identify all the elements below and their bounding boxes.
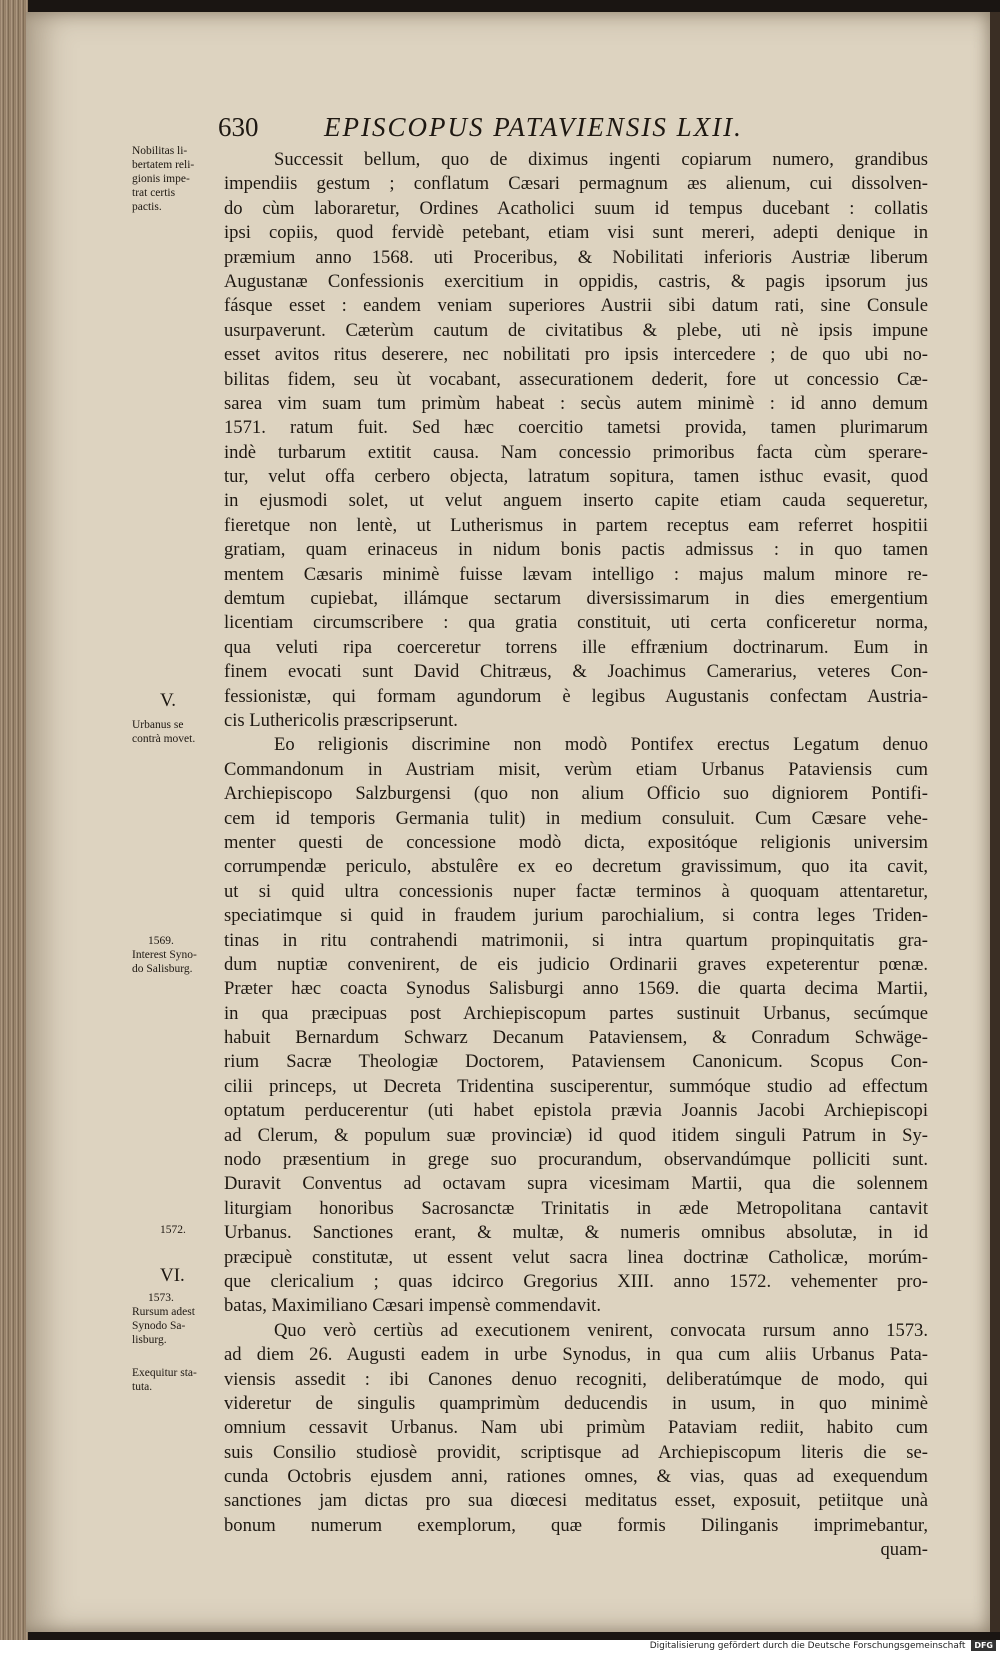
text-line: liturgiam honoribus Sacrosanctæ Trinitatis in æde Metropolitana cantavit — [224, 1197, 928, 1219]
text-line: Archiepiscopo Salzburgensi (quo non alium Officio suo digniorem Pontifi- — [224, 783, 928, 805]
text-line: Quo verò certiùs ad executionem venirent, convocata rursum anno 1573. — [274, 1319, 928, 1341]
digitization-credit — [650, 1640, 996, 1653]
text-line: cilii princeps, ut Decreta Tridentina susciperentur, summóque studio ad effectum — [224, 1075, 928, 1097]
text-line: in qua præcipuas post Archiepiscopum partes sustinuit Urbanus, secúmque — [224, 1002, 928, 1024]
text-line: Commandonum in Austriam misit, verùm etiam Urbanus Pataviensis cum — [224, 758, 928, 780]
margin-note-line: pactis. — [132, 201, 162, 213]
text-line: ipsi copiis, quod fervidè petebant, etiam visi sunt mereri, adepti denique in — [224, 222, 928, 244]
margin-note-year: 1572. — [160, 1224, 186, 1236]
margin-note-line: Nobilitas li- — [132, 145, 188, 157]
text-line: suis Consilio studiosè providit, scriptisque ad Archiepiscopum literis die se- — [224, 1441, 928, 1463]
text-line: Urbanus. Sanctiones erant, & multæ, & numeris omnibus absolutæ, in id — [224, 1222, 928, 1244]
text-line: esset avitos ritus deserere, nec nobilitati pro ipsis intercedere ; de quo ubi no- — [224, 344, 928, 366]
dfg-logo: DFG — [971, 1640, 996, 1651]
page-number: 630 — [218, 112, 259, 142]
text-line: tur, velut offa cerbero objecta, latratum sopitura, tamen isthuc evasit, quod — [224, 466, 928, 488]
text-line: qua veluti ripa coerceretur torrens ille effrænium doctrinarum. Eum in — [224, 636, 928, 658]
text-line: 1571. ratum fuit. Sed hæc coercitio tametsi provida, tamen plurimarum — [224, 417, 928, 439]
text-line: gratiam, quam erinaceus in nidum bonis pactis admissus : in quo tamen — [224, 539, 928, 561]
book-right-edge — [990, 12, 1000, 1632]
margin-note-year: 1573. — [148, 1292, 174, 1304]
text-line: dum nuptiæ convenirent, de eis judicio Ordinarii graves expeterentur pœnæ. — [224, 953, 928, 975]
margin-note-line: bertatem reli- — [132, 159, 195, 171]
text-line: ad diem 26. Augusti eadem in urbe Synodus, in qua cum aliis Urbanus Pata- — [224, 1344, 928, 1366]
text-line: sarea vim suam tum primùm habeat : secùs autem minimè : id anno demum — [224, 392, 928, 414]
text-line: videretur de singulis quamprimùm deducendis in usum, in quo minimè — [224, 1392, 928, 1414]
margin-note-line: gionis impe- — [132, 173, 190, 185]
text-line: usurpaverunt. Cæterùm cautum de civitatibus & plebe, uti nè ipsis impune — [224, 319, 928, 341]
text-line: corrumpendæ periculo, abstulêre ex eo decretum gravissimum, quo ita cavit, — [224, 856, 928, 878]
margin-note-line: Synodo Sa- — [132, 1320, 186, 1332]
margin-note-line: Rursum adest — [132, 1306, 195, 1318]
text-line: finem evocati sunt David Chitræus, & Joachimus Camerarius, veteres Con- — [224, 661, 928, 683]
text-line: ut si quid ultra concessionis nuper factæ terminos à quoquam attentaretur, — [224, 880, 928, 902]
text-line: impendiis gestum ; conflatum Cæsari permagnum æs alienum, cui dissolven- — [224, 173, 928, 195]
text-line: optatum perducerentur (uti habet epistola prævia Joannis Jacobi Archiepiscopi — [224, 1100, 928, 1122]
text-line: Præter hæc coacta Synodus Salisburgi anno 1569. die quarta decima Martii, — [224, 978, 928, 1000]
section-number-text: V. — [160, 690, 177, 711]
footer-bar — [0, 1640, 1000, 1653]
text-line: omnium cessavit Urbanus. Nam ubi primùm Pataviam rediit, habito cum — [224, 1417, 928, 1439]
margin-note — [132, 1366, 224, 1394]
text-line: do cùm laboraretur, Ordines Acatholici suum id tempus ducebant : collatis — [224, 197, 928, 219]
margin-note-line: tuta. — [132, 1381, 153, 1393]
text-line: in ejusmodi solet, ut velut anguem inserto capite etiam cauda sequeretur, — [224, 490, 928, 512]
text-line: fieretque non lentè, ut Lutherismus in partem receptus eam referret hospitii — [224, 514, 928, 536]
text-line: licentiam circumscribere : qua gratia constituit, uti certa conficeretur norma, — [224, 612, 928, 634]
margin-note — [132, 718, 224, 746]
margin-note-line: Urbanus se — [132, 719, 184, 731]
text-line: menter questi de concessione modò dicta, expositóque religionis universim — [224, 831, 928, 853]
margin-note — [132, 1291, 224, 1347]
text-line: demtum cupiebat, illámque sectarum diversissimarum in dies emergentium — [224, 588, 928, 610]
text-line: Successit bellum, quo de diximus ingenti copiarum numero, grandibus — [274, 149, 928, 170]
margin-note — [132, 144, 224, 214]
text-line: ad Clerum, & populum suæ provinciæ) id quod itidem singuli Patrum in Sy- — [224, 1124, 928, 1146]
body-text — [224, 148, 928, 1563]
text-line: batas, Maximiliano Cæsari impensè commendavit. — [224, 1295, 601, 1317]
margin-note-line: do Salisburg. — [132, 963, 193, 975]
text-line: nodo præsentium in grege suo procurandum, observandúmque polliciti sunt. — [224, 1149, 928, 1171]
text-line: que clericalium ; quas idcirco Gregorius XIII. anno 1572. vehementer pro- — [224, 1270, 928, 1292]
page-header — [218, 112, 918, 152]
text-line: Augustanæ Confessionis exercitium in oppidis, castris, & pagis ipsorum jus — [224, 270, 928, 292]
margin-note-line: lisburg. — [132, 1334, 167, 1346]
text-line: mentem Cæsaris minimè fuisse lævam intelligo : majus malum minore re- — [224, 563, 928, 585]
text-line: bonum numerum exemplorum, quæ formis Dilinganis imprimebantur, — [224, 1514, 928, 1536]
margin-note-line: Interest Syno- — [132, 949, 197, 961]
text-line: Eo religionis discrimine non modò Pontifex erectus Legatum denuo — [274, 734, 928, 756]
text-line: sanctiones jam dictas pro sua diœcesi meditatus esset, exposuit, petiitque unà — [224, 1490, 928, 1512]
text-line: rium Sacræ Theologiæ Doctorem, Pataviensem Canonicum. Scopus Con- — [224, 1051, 928, 1073]
text-line: cem id temporis Germania tulit) in medium consuluit. Cum Cæsare vehe- — [224, 807, 928, 829]
text-line: habuit Bernardum Schwarz Decanum Pataviensem, & Conradum Schwäge- — [224, 1027, 928, 1049]
margin-note-line: Exequitur sta- — [132, 1367, 197, 1379]
text-line: tinas in ritu contrahendi matrimonii, si intra quartum propinquitatis gra- — [224, 929, 928, 951]
book-page-edges — [0, 0, 28, 1640]
text-line: Duravit Conventus ad octavam supra vicesimam Martii, qua die solennem — [224, 1173, 928, 1195]
text-line: bilitas fidem, seu ùt vocabant, assecurationem dederit, fore ut concessio Cæ- — [224, 368, 928, 390]
text-line: viensis assedit : ibi Canones denuo recogniti, deliberatúmque de modo, qui — [224, 1368, 928, 1390]
text-line: quam- — [880, 1539, 928, 1561]
section-number-text: VI. — [160, 1265, 185, 1286]
text-line: præcipuè constitutæ, ut essent velut sacra linea doctrinæ Catholicæ, morúm- — [224, 1246, 928, 1268]
text-line: fessionistæ, qui formam agundorum è legibus Augustanis confectam Austria- — [224, 685, 928, 707]
text-line: cis Luthericolis præscripserunt. — [224, 709, 458, 731]
text-line: cunda Octobris ejusdem anni, rationes omnes, & vias, quas ad exequendum — [224, 1466, 928, 1488]
margin-note — [132, 934, 224, 976]
margin-note-line: contrà movet. — [132, 733, 196, 745]
text-line: speciatimque si quid in fraudem jurium parochialium, si contra leges Triden- — [224, 905, 928, 927]
text-line: fásque esset : eandem veniam superiores Austrii sibi datum rati, sine Consule — [224, 295, 928, 317]
margin-note-line: trat certis — [132, 187, 176, 199]
running-title: EPISCOPUS PATAVIENSIS LXII. — [324, 112, 743, 142]
text-line: præmium anno 1568. uti Proceribus, & Nobilitati inferioris Austriæ liberum — [224, 246, 928, 268]
text-line: indè turbarum extitit causa. Nam concessio primoribus facta cùm sperare- — [224, 441, 928, 463]
credit-text: Digitalisierung gefördert durch die Deutsche Forschungsgemeinschaft — [649, 1641, 966, 1651]
margin-note-year: 1569. — [148, 935, 174, 947]
